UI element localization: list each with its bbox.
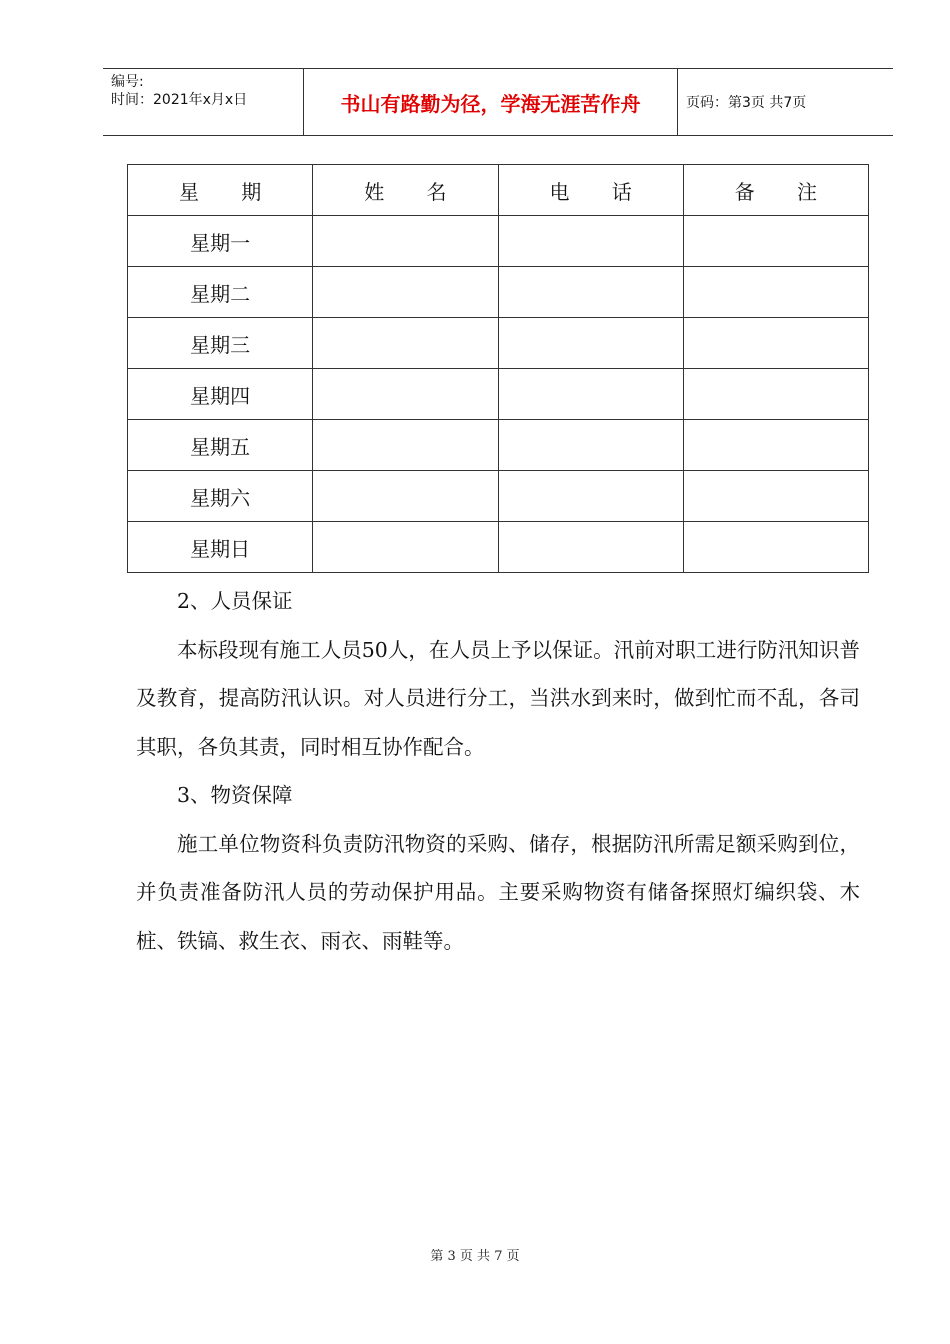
cell-remarks [683, 522, 868, 573]
header-meta [103, 69, 303, 135]
section-heading-materials: 3、物资保障 [177, 783, 293, 807]
document-number-label: 编号: [111, 74, 144, 90]
table-header-row [128, 165, 869, 216]
cell-phone [498, 522, 683, 573]
cell-weekday: 星期四 [128, 369, 313, 420]
cell-name [313, 471, 498, 522]
cell-weekday: 星期二 [128, 267, 313, 318]
page-header [103, 68, 893, 136]
cell-name [313, 267, 498, 318]
table-row [128, 471, 869, 522]
cell-remarks [683, 318, 868, 369]
table-row [128, 369, 869, 420]
cell-phone [498, 471, 683, 522]
cell-phone [498, 318, 683, 369]
document-date-label: 时间：2021年x月x日 [111, 92, 248, 108]
cell-remarks [683, 369, 868, 420]
cell-remarks [683, 267, 868, 318]
table-row [128, 420, 869, 471]
table-row [128, 216, 869, 267]
header-page-info: 页码：第3页 共7页 [686, 95, 807, 111]
cell-remarks [683, 471, 868, 522]
cell-name [313, 369, 498, 420]
cell-name [313, 522, 498, 573]
cell-weekday: 星期日 [128, 522, 313, 573]
cell-name [313, 318, 498, 369]
table-row [128, 267, 869, 318]
cell-weekday: 星期三 [128, 318, 313, 369]
duty-schedule-table [127, 164, 869, 573]
cell-weekday: 星期五 [128, 420, 313, 471]
paragraph-materials: 施工单位物资科负责防汛物资的采购、储存，根据防汛所需足额采购到位，并负责准备防汛人员的劳动保护用品。主要采购物资有储备探照灯编织袋、木桩、铁镐、救生衣、雨衣、雨鞋等。 [136, 831, 860, 953]
column-header-phone: 电 话 [498, 165, 683, 216]
column-header-weekday: 星 期 [128, 165, 313, 216]
cell-weekday: 星期一 [128, 216, 313, 267]
cell-phone [498, 267, 683, 318]
table-row [128, 318, 869, 369]
document-body [136, 577, 860, 965]
cell-phone [498, 420, 683, 471]
section-heading-personnel: 2、人员保证 [177, 589, 293, 613]
page-footer: 第 3 页 共 7 页 [430, 1249, 520, 1264]
cell-name [313, 420, 498, 471]
cell-phone [498, 369, 683, 420]
cell-phone [498, 216, 683, 267]
paragraph-personnel: 本标段现有施工人员50人，在人员上予以保证。汛前对职工进行防汛知识普及教育，提高防汛认识。对人员进行分工，当洪水到来时，做到忙而不乱，各司其职，各负其责，同时相互协作配合。 [136, 637, 860, 759]
column-header-name: 姓 名 [313, 165, 498, 216]
table-row [128, 522, 869, 573]
column-header-remarks: 备 注 [683, 165, 868, 216]
cell-name [313, 216, 498, 267]
cell-weekday: 星期六 [128, 471, 313, 522]
cell-remarks [683, 216, 868, 267]
cell-remarks [683, 420, 868, 471]
header-motto: 书山有路勤为径，学海无涯苦作舟 [303, 69, 678, 135]
